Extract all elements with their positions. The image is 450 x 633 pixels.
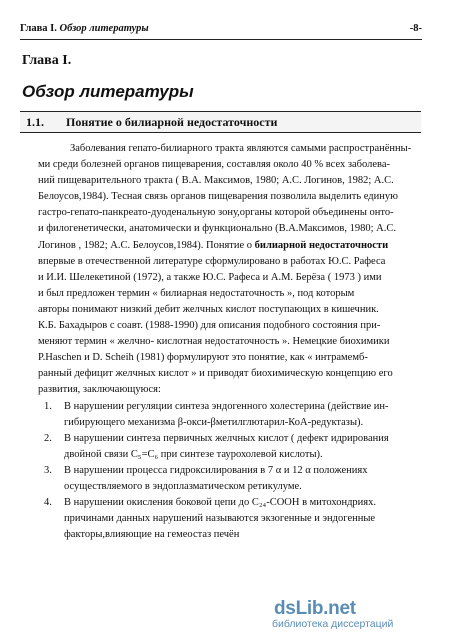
- paragraph-line: впервые в отечественной литературе сформулировано в работах Ю.С. Рафеса: [38, 255, 386, 267]
- paragraph-line: ний пищеварительного тракта ( В.А. Максимов, 1980; А.С. Логинов, 1982; А.С.: [38, 175, 394, 187]
- paragraph-line: P.Haschen и D. Scheih (1981) формулируют это понятие, как « интрамемб-: [38, 352, 368, 364]
- list-item-continuation: двойной связи C₅=C₆ при синтезе таурохолевой кислоты).: [64, 448, 323, 460]
- list-number: 2.: [44, 432, 52, 444]
- chapter-label: Глава I.: [22, 53, 72, 68]
- paragraph-line: и филогенетически, анатомически и функционально (В.А.Максимов, 1980; А.С.: [38, 223, 397, 235]
- running-header-chapter: Глава I.: [20, 23, 57, 34]
- list-item-continuation: осуществляемого в эндоплазматическом ретикулуме.: [64, 480, 302, 492]
- section-title: Понятие о билиарной недостаточности: [66, 115, 278, 129]
- page-number: -8-: [409, 23, 422, 34]
- paragraph-line: [38, 238, 426, 254]
- paragraph-line: ранный дефицит желчных кислот » и приводят биохимическую концепцию его: [38, 368, 393, 380]
- list-item: [38, 399, 426, 415]
- bold-term: билиарной недостаточности: [254, 239, 389, 251]
- paragraph-line: ми среди болезней органов пищеварения, составляя около 40 % всех заболева-: [38, 159, 390, 171]
- paragraph-line: развития, заключающуюся:: [38, 384, 161, 396]
- list-number: 3.: [44, 464, 52, 476]
- list-item-continuation: причинами данных нарушений называются экзогенные и эндогенные: [64, 513, 376, 525]
- header-rule: [20, 39, 422, 40]
- list-item-text: В нарушении окисления боковой цепи до C₂₄-COOH в митохондриях.: [64, 497, 376, 509]
- paragraph-line-text: Логинов , 1982; А.С. Белоусов,1984). Понятие о: [38, 239, 253, 251]
- list-number: 4.: [44, 497, 52, 509]
- paragraph-line: гастро-гепато-панкреато-дуоденальную зону,органы которой объединены онто-: [38, 207, 394, 219]
- list-item-continuation: факторы,влияющие на гемеостаз печён: [64, 529, 240, 541]
- paragraph-line: Заболевания гепато-билиарного тракта являются самыми распространённы-: [70, 143, 412, 154]
- paragraph-line: авторы понимают низкий дебит желчных кислот поступающих в кишечник.: [38, 303, 379, 315]
- watermark-logo[interactable]: dsLib.net: [274, 598, 356, 619]
- section-heading: [20, 111, 421, 133]
- list-number: 1.: [44, 400, 52, 412]
- paragraph-line: меняют термин « желчно- кислотная недостаточность ». Немецкие биохимики: [38, 336, 390, 348]
- list-item-text: В нарушении синтеза первичных желчных кислот ( дефект идрирования: [64, 432, 389, 444]
- list-item-text: В нарушении процесса гидроксилирования в 7 α и 12 α положениях: [64, 464, 368, 476]
- list-item-continuation: гибирующего механизма β-окси-βметилглютарил-КоА-редуктазы).: [64, 416, 364, 428]
- list-item: [38, 431, 426, 447]
- list-item: [38, 495, 426, 511]
- paragraph-line: Белоусов,1984). Тесная связь органов пищеварения позволила выделить единую: [38, 191, 398, 203]
- watermark-tagline: библиотека диссертаций: [272, 618, 394, 630]
- watermark[interactable]: [268, 596, 450, 633]
- body-text: [38, 141, 426, 543]
- section-number: 1.1.: [26, 115, 44, 129]
- paragraph-line: и был предложен термин « билиарная недостаточность », под которым: [38, 287, 355, 299]
- running-header: [20, 22, 422, 35]
- paragraph-line: и И.И. Шелекетиной (1972), а также Ю.С. Рафеса и А.М. Берёза ( 1973 ) ими: [38, 271, 382, 283]
- list-item-text: В нарушении регуляции синтеза эндогенного холестерина (действие ин-: [64, 400, 389, 412]
- paragraph-line: К.Б. Бахадыров с соавт. (1988-1990) для описания подобного состояния при-: [38, 320, 381, 332]
- running-header-title: Обзор литературы: [59, 23, 149, 34]
- chapter-title: Обзор литературы: [22, 82, 194, 101]
- list-item: [38, 463, 426, 479]
